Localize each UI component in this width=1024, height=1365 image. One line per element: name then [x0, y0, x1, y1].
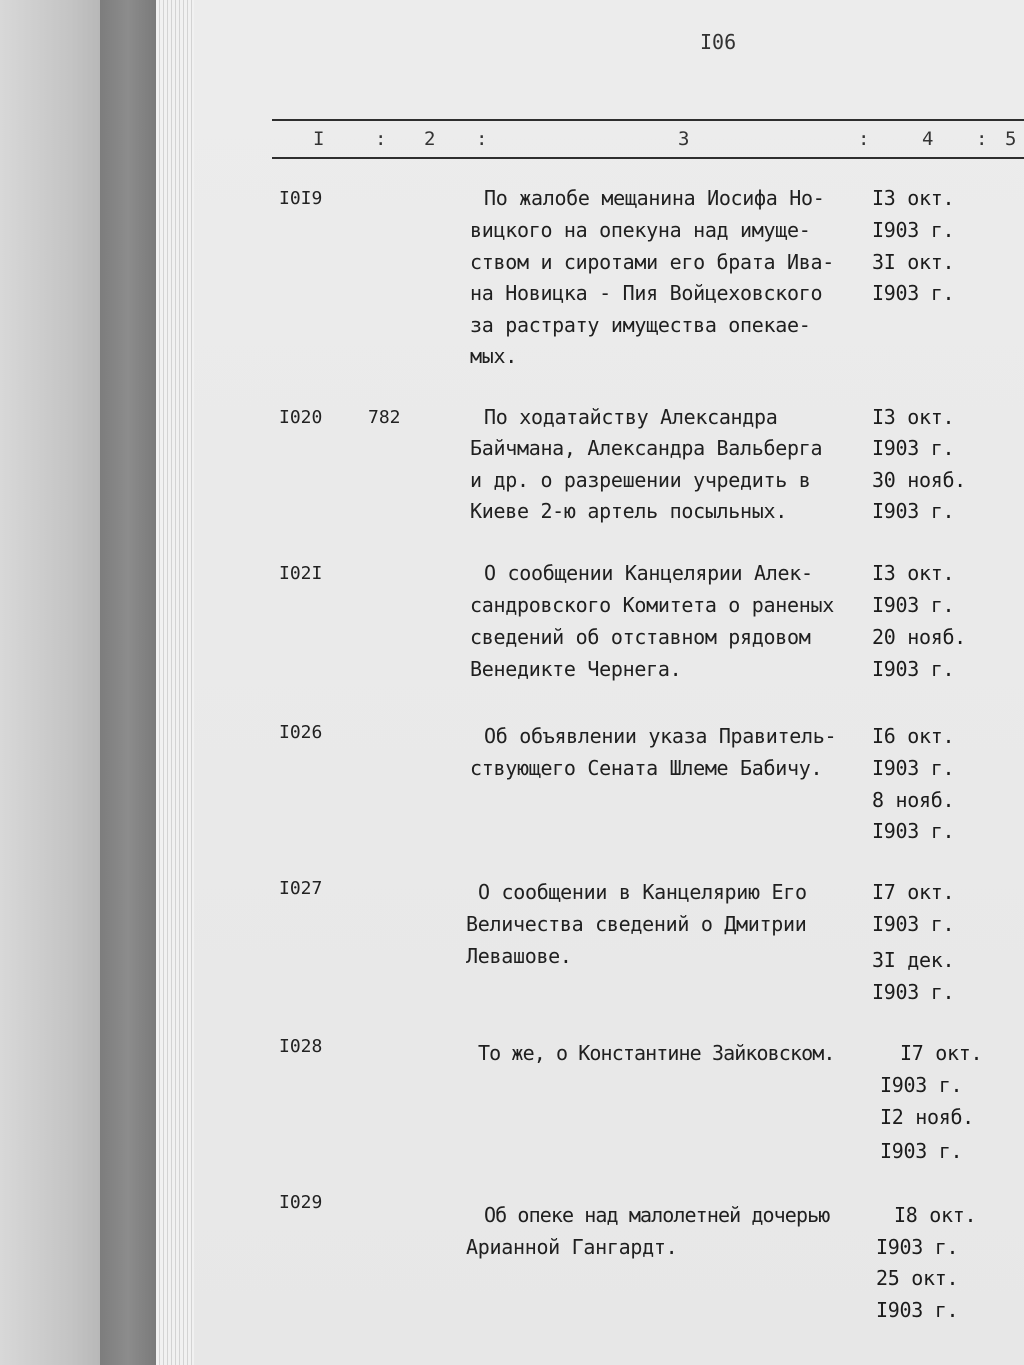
entry-number: I029 [279, 1192, 323, 1213]
entry-description-line: за растрату имущества опекае- [470, 313, 811, 337]
column-separator: : [976, 128, 988, 150]
binder-spine [100, 0, 156, 1365]
entry-date-line: I903 г. [876, 1298, 959, 1322]
entry-date-line: I903 г. [872, 281, 955, 305]
entry-description-line: По жалобе мещанина Иосифа Но- [484, 186, 825, 210]
entry-description-line: О сообщении в Канцелярию Его [478, 880, 807, 904]
entry-number: I0I9 [279, 188, 323, 209]
entry-date-line: I3 окт. [872, 405, 955, 429]
entry-date-line: I903 г. [880, 1139, 963, 1163]
column-header-3: 3 [678, 128, 690, 150]
entry-date-line: I903 г. [872, 499, 955, 523]
entry-description-line: сандровского Комитета о раненых [470, 593, 834, 617]
entry-subnumber: 782 [368, 407, 401, 428]
entry-date-line: I903 г. [872, 756, 955, 780]
entry-description-line: ствующего Сената Шлеме Бабичу. [470, 756, 823, 780]
entry-date-line: I3 окт. [872, 561, 955, 585]
entry-description-line: мых. [470, 344, 517, 368]
page-number: I06 [700, 30, 737, 54]
entry-date-line: I903 г. [872, 657, 955, 681]
table-rule-bottom [272, 157, 1024, 159]
entry-description-line: на Новицка - Пия Войцеховского [470, 281, 823, 305]
entry-number: I020 [279, 407, 323, 428]
column-separator: : [375, 128, 387, 150]
column-header-1: I [313, 128, 325, 150]
entry-date-line: I3 окт. [872, 186, 955, 210]
entry-number: I028 [279, 1036, 323, 1057]
entry-date-line: 25 окт. [876, 1266, 959, 1290]
entry-description-line: Киеве 2-ю артель посыльных. [470, 499, 788, 523]
entry-date-line: I8 окт. [894, 1203, 977, 1227]
entry-description-line: Об опеке над малолетней дочерью [484, 1203, 830, 1227]
column-header-4: 4 [922, 128, 934, 150]
entry-number: I026 [279, 722, 323, 743]
table-rule-top [272, 119, 1024, 121]
entry-date-line: I6 окт. [872, 724, 955, 748]
entry-date-line: 8 нояб. [872, 788, 955, 812]
entry-description-line: вицкого на опекуна над имуще- [470, 218, 811, 242]
entry-date-line: I903 г. [872, 912, 955, 936]
column-header-5: 5 [1005, 128, 1017, 150]
page-stack-edges [156, 0, 194, 1365]
column-separator: : [858, 128, 870, 150]
entry-date-line: 3I окт. [872, 250, 955, 274]
entry-date-line: 30 нояб. [872, 468, 966, 492]
entry-description-line: ством и сиротами его брата Ива- [470, 250, 834, 274]
entry-date-line: I903 г. [872, 218, 955, 242]
entry-description-line: Арианной Гангардт. [466, 1235, 678, 1259]
entry-date-line: I903 г. [872, 819, 955, 843]
entry-description-line: Левашове. [466, 944, 572, 968]
entry-description-line: То же, о Константине Зайковском. [478, 1041, 835, 1065]
entry-date-line: I903 г. [876, 1235, 959, 1259]
entry-date-line: 3I дек. [872, 948, 955, 972]
entry-description-line: Величества сведений о Дмитрии [466, 912, 807, 936]
entry-description-line: Байчмана, Александра Вальберга [470, 436, 823, 460]
entry-date-line: I7 окт. [872, 880, 955, 904]
column-separator: : [476, 128, 488, 150]
entry-description-line: О сообщении Канцелярии Алек- [484, 561, 813, 585]
background-left [0, 0, 100, 1365]
entry-number: I02I [279, 563, 323, 584]
entry-date-line: I903 г. [880, 1073, 963, 1097]
entry-description-line: Об объявлении указа Правитель- [484, 724, 837, 748]
entry-date-line: I2 нояб. [880, 1105, 974, 1129]
entry-date-line: I903 г. [872, 980, 955, 1004]
entry-date-line: I903 г. [872, 593, 955, 617]
entry-description-line: сведений об отставном рядовом [470, 625, 811, 649]
entry-description-line: Венедикте Чернега. [470, 657, 682, 681]
entry-description-line: и др. о разрешении учредить в [470, 468, 811, 492]
entry-description-line: По ходатайству Александра [484, 405, 778, 429]
entry-number: I027 [279, 878, 323, 899]
column-header-2: 2 [424, 128, 436, 150]
entry-date-line: 20 нояб. [872, 625, 966, 649]
entry-date-line: I7 окт. [900, 1041, 983, 1065]
entry-date-line: I903 г. [872, 436, 955, 460]
